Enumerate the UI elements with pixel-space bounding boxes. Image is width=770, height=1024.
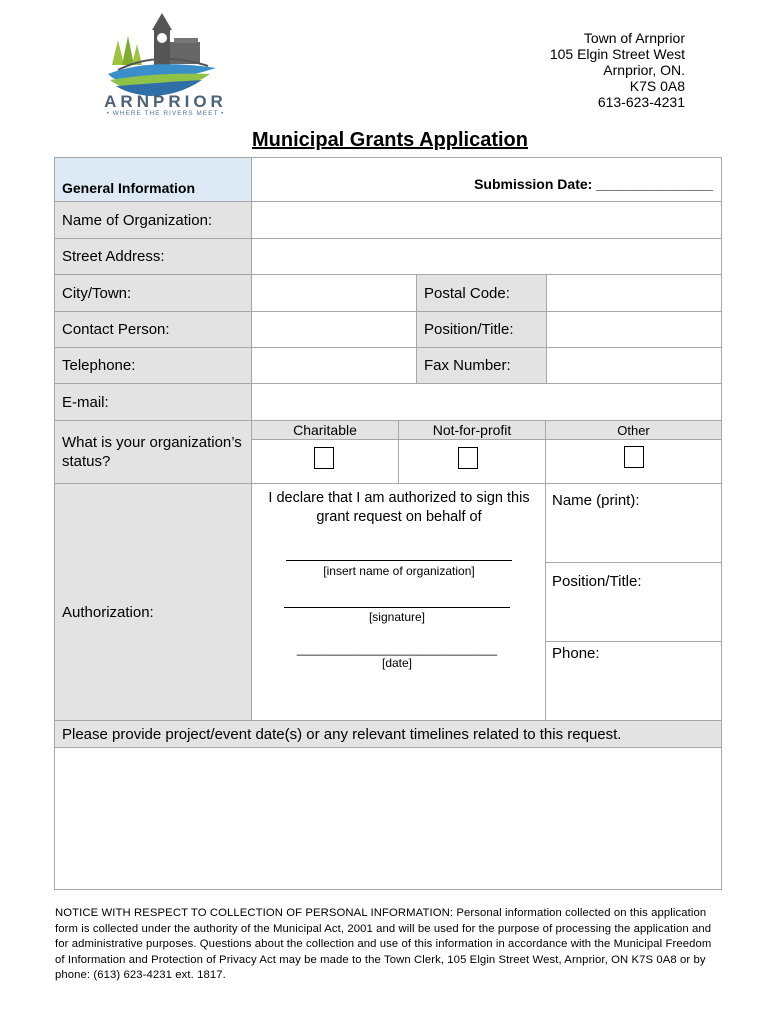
fax-label: Fax Number:: [424, 357, 511, 374]
address-line: K7S 0A8: [629, 78, 685, 94]
timelines-prompt: Please provide project/event date(s) or any relevant timelines related to this request.: [62, 725, 622, 743]
charitable-label: Charitable: [293, 422, 357, 438]
status-question: What is your organization’s status?: [62, 434, 242, 470]
email-label-cell: [54, 383, 252, 421]
telephone-field[interactable]: [251, 347, 417, 384]
phone-field[interactable]: [545, 641, 722, 721]
address-line: Town of Arnprior: [583, 30, 685, 46]
address-line: Arnprior, ON.: [603, 62, 685, 78]
telephone-label: Telephone:: [62, 357, 136, 374]
date-line[interactable]: ______________________________: [296, 642, 498, 656]
contact-label: Contact Person:: [62, 321, 170, 338]
name-print-field[interactable]: [545, 483, 722, 563]
email-label: E-mail:: [62, 393, 109, 411]
authorization-label-cell: [54, 483, 252, 721]
submission-date-label: Submission Date: _______________: [474, 176, 713, 192]
nfp-label: Not-for-profit: [432, 422, 512, 438]
org-name-line[interactable]: [286, 560, 512, 561]
status-header-other: [545, 420, 722, 440]
insert-org-caption: [insert name of organization]: [323, 564, 475, 578]
auth-position-label: Position/Title:: [552, 573, 642, 590]
other-label: Other: [617, 422, 650, 438]
signature-line[interactable]: [284, 607, 510, 608]
postal-label-cell: [416, 274, 547, 312]
postal-label: Postal Code:: [424, 284, 510, 302]
nfp-checkbox[interactable]: [458, 447, 478, 469]
date-caption: [date]: [381, 656, 413, 670]
contact-label-cell: [54, 311, 252, 348]
position-label-cell: [416, 311, 547, 348]
email-field[interactable]: [251, 383, 722, 421]
declaration-text: I declare that I am authorized to sign this grant request on behalf of: [268, 490, 530, 525]
logo-tagline: • WHERE THE RIVERS MEET •: [106, 110, 225, 117]
street-label: Street Address:: [62, 248, 165, 265]
logo-wordmark: ARNPRIOR: [104, 92, 227, 111]
postal-field[interactable]: [546, 274, 722, 312]
town-address: [550, 30, 685, 110]
address-line: 105 Elgin Street West: [549, 46, 685, 62]
name-print-label: Name (print):: [552, 492, 640, 509]
street-field[interactable]: [251, 238, 722, 275]
city-field[interactable]: [251, 274, 417, 312]
status-label-cell: [54, 420, 252, 484]
authorization-label: Authorization:: [62, 603, 154, 621]
org-name-field[interactable]: [251, 201, 722, 239]
street-label-cell: [54, 238, 252, 275]
other-checkbox[interactable]: [624, 446, 644, 468]
timelines-prompt-cell: [54, 720, 722, 748]
general-info-heading-cell: [54, 157, 252, 202]
city-label-cell: [54, 274, 252, 312]
general-info-heading: General Information: [62, 180, 196, 196]
charitable-checkbox[interactable]: [314, 447, 334, 469]
status-header-charitable: [251, 420, 399, 440]
position-field[interactable]: [546, 311, 722, 348]
form-title: Municipal Grants Application: [252, 129, 528, 151]
address-line: 613-623-4231: [597, 94, 685, 110]
telephone-label-cell: [54, 347, 252, 384]
contact-field[interactable]: [251, 311, 417, 348]
submission-date-cell: [251, 157, 722, 202]
signature-caption: [signature]: [368, 610, 426, 624]
position-label: Position/Title:: [424, 321, 514, 338]
org-name-label: Name of Organization:: [62, 211, 213, 229]
city-label: City/Town:: [62, 284, 132, 302]
privacy-notice: NOTICE WITH RESPECT TO COLLECTION OF PERSONAL INFORMATION: Personal information collected on this application form is collected under the authority of the Municipal Act, 2001 and will be used for the purpose of processing the application and for administrative purposes. Questions about the collection and use of this information in accordance with the Municipal Freedom of Information and Protection of Privacy Act may be made to the Town Clerk, 105 Elgin Street West, Arnprior, ON K7S 0A8 or by phone: (613) 623-4231 ext. 1817.: [55, 907, 712, 981]
auth-position-field[interactable]: [545, 562, 722, 642]
org-name-label-cell: [54, 201, 252, 239]
phone-label: Phone:: [552, 645, 600, 662]
fax-label-cell: [416, 347, 547, 384]
status-header-nfp: [398, 420, 546, 440]
fax-field[interactable]: [546, 347, 722, 384]
timelines-field[interactable]: [54, 747, 722, 890]
